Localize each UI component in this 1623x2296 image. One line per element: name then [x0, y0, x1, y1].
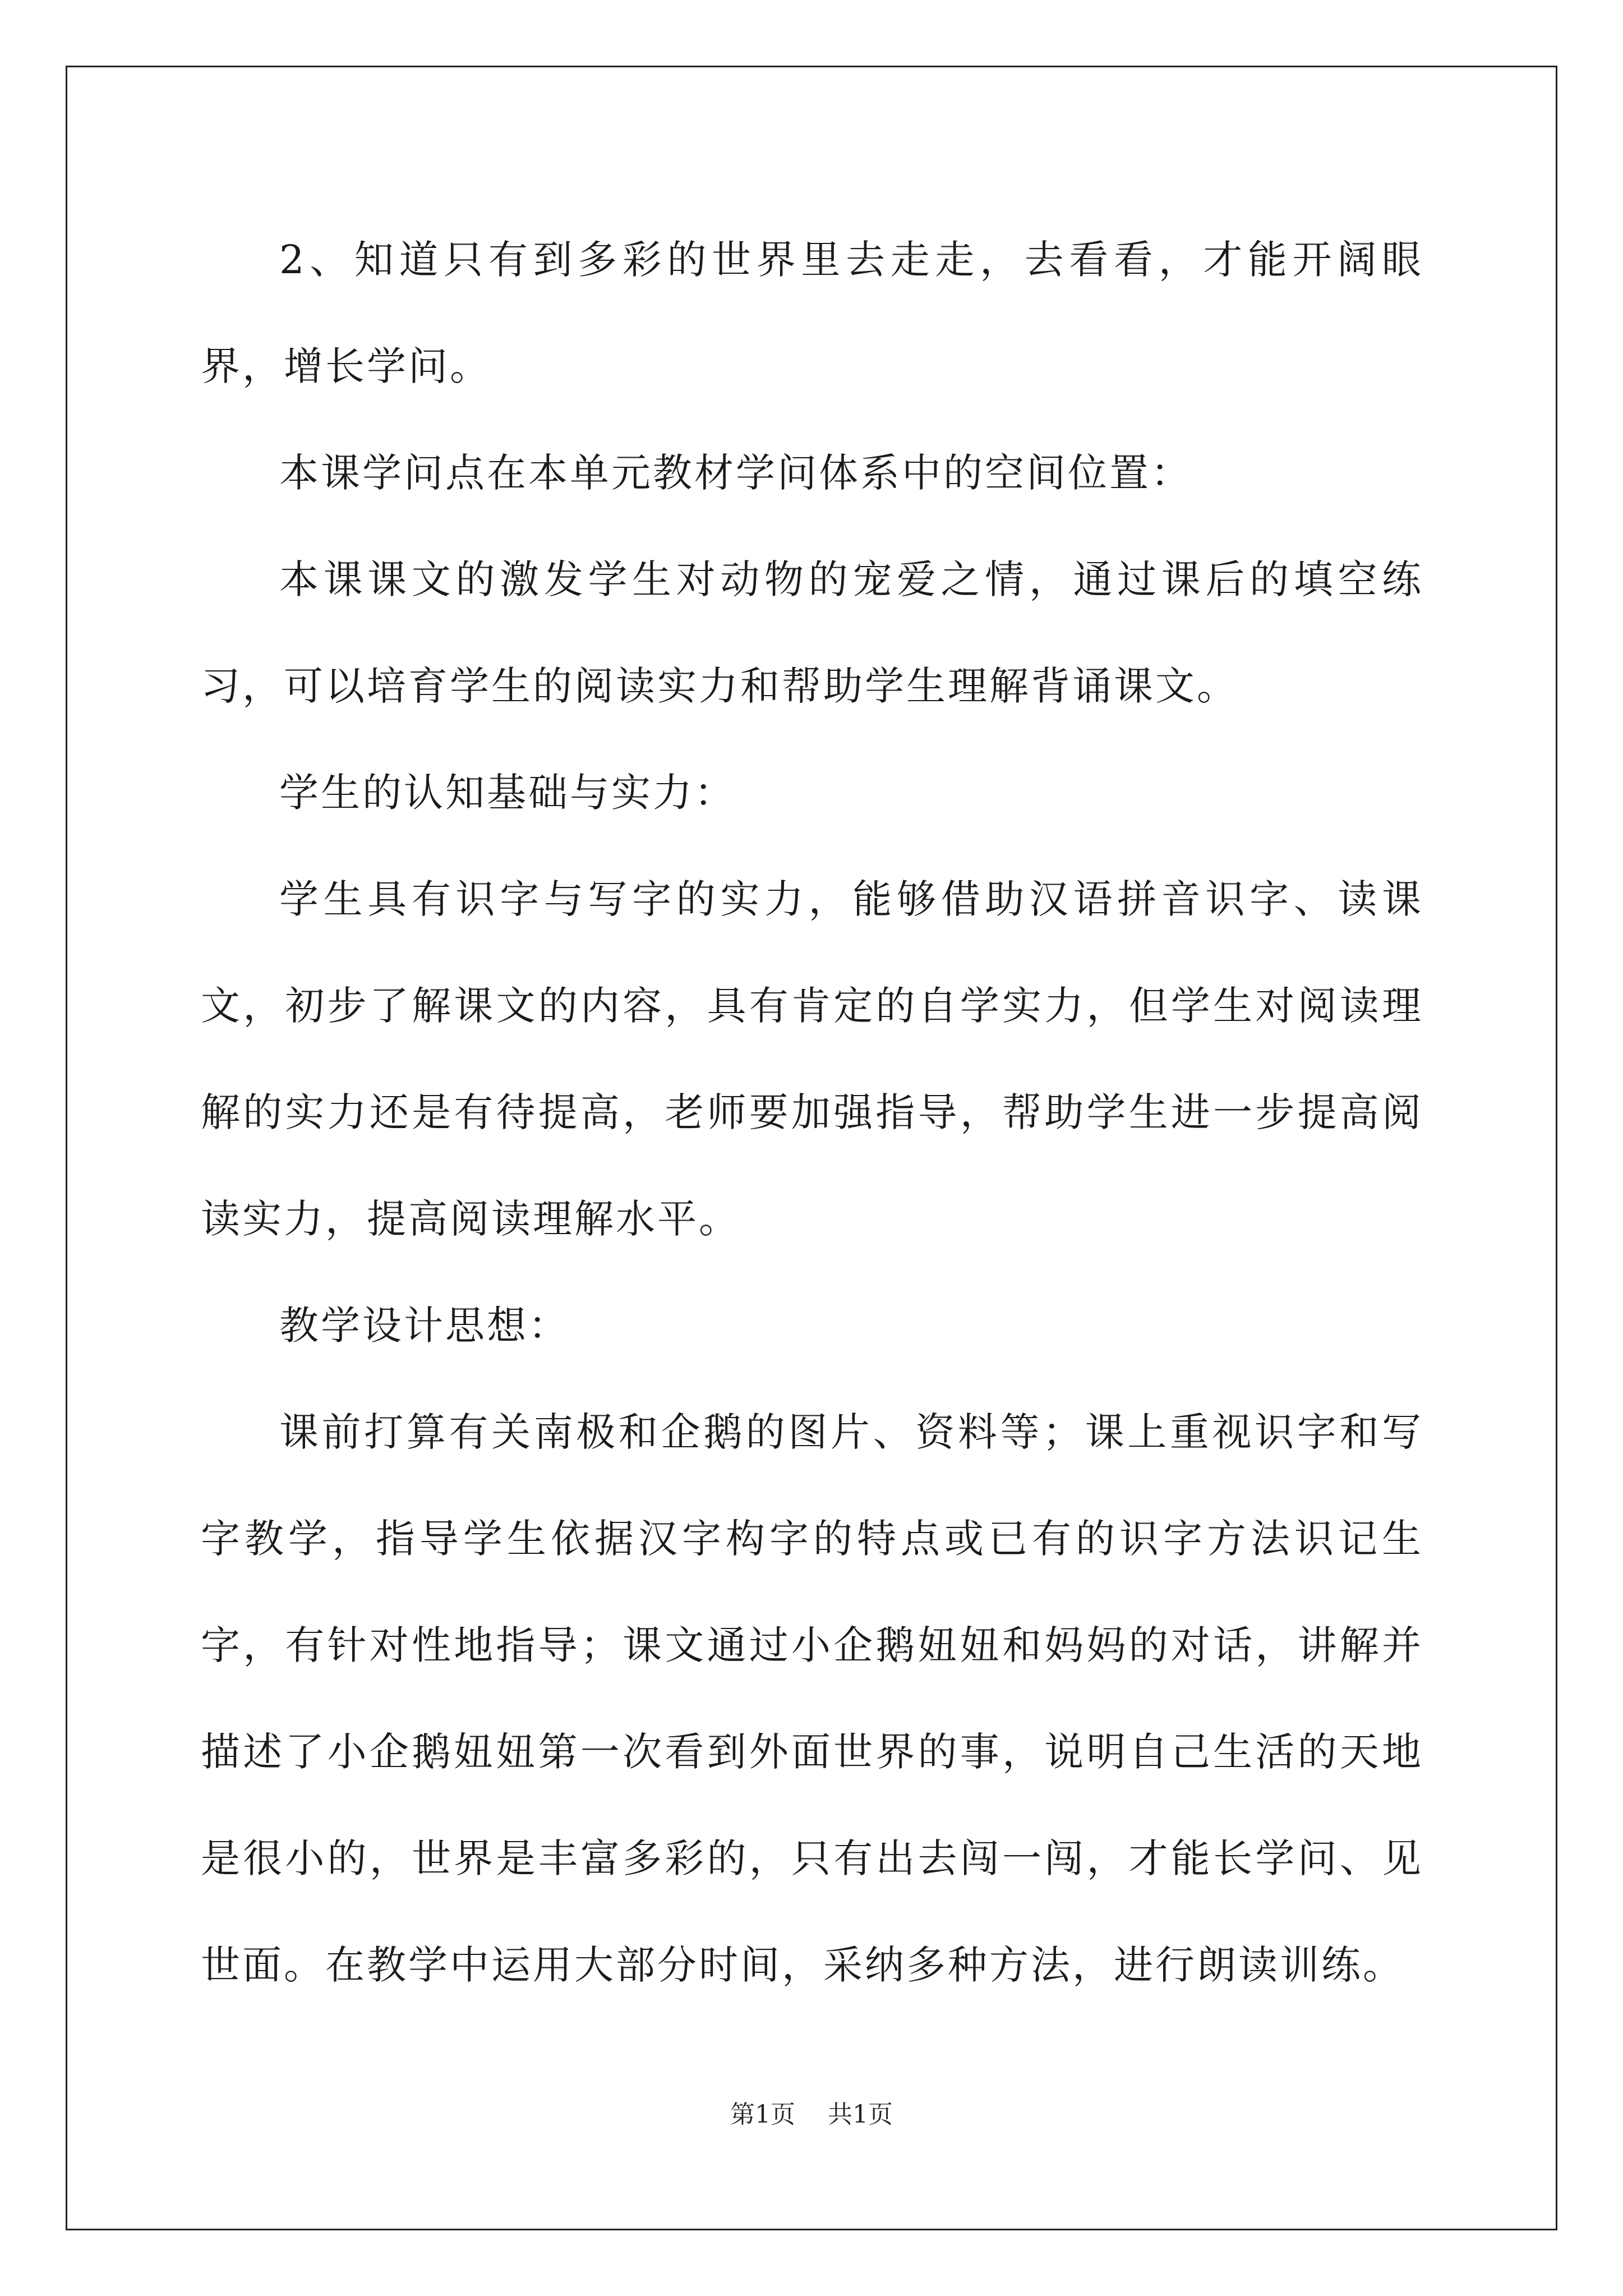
paragraph-student-basis: 学生具有识字与写字的实力，能够借助汉语拼音识字、读课文，初步了解课文的内容，具有肯定的自学实力，但学生对阅读理解的实力还是有待提高，老师要加强指导，帮助学生进一步提高阅读实力，提高阅读理解水平。	[201, 876, 1423, 1242]
page-total: 共1页	[828, 2100, 893, 2129]
paragraph-knowledge-position: 本课课文的激发学生对动物的宠爱之情，通过课后的填空练习，可以培育学生的阅读实力和帮助学生理解背诵课文。	[201, 556, 1423, 709]
page-number: 第1页	[730, 2100, 795, 2129]
paragraph-knowledge-position-heading: 本课学问点在本单元教材学问体系中的空间位置：	[279, 450, 1192, 496]
paragraph-goal-2: 2、知道只有到多彩的世界里去走走，去看看，才能开阔眼界，增长学问。	[201, 237, 1423, 389]
paragraph-design-idea: 课前打算有关南极和企鹅的图片、资料等；课上重视识字和写字教学，指导学生依据汉字构字的特点或已有的识字方法识记生字，有针对性地指导；课文通过小企鹅妞妞和妈妈的对话，讲解并描述了小企鹅妞妞第一次看到外面世界的事，说明自己生活的天地是很小的，世界是丰富多彩的，只有出去闯一闯，才能长学问、见世面。在教学中运用大部分时间，采纳多种方法，进行朗读训练。	[201, 1409, 1423, 1988]
page-footer	[0, 2094, 1623, 2130]
paragraph-design-idea-heading: 教学设计思想：	[279, 1303, 570, 1349]
document-body	[201, 206, 1423, 2018]
paragraph-student-basis-heading: 学生的认知基础与实力：	[279, 770, 736, 816]
